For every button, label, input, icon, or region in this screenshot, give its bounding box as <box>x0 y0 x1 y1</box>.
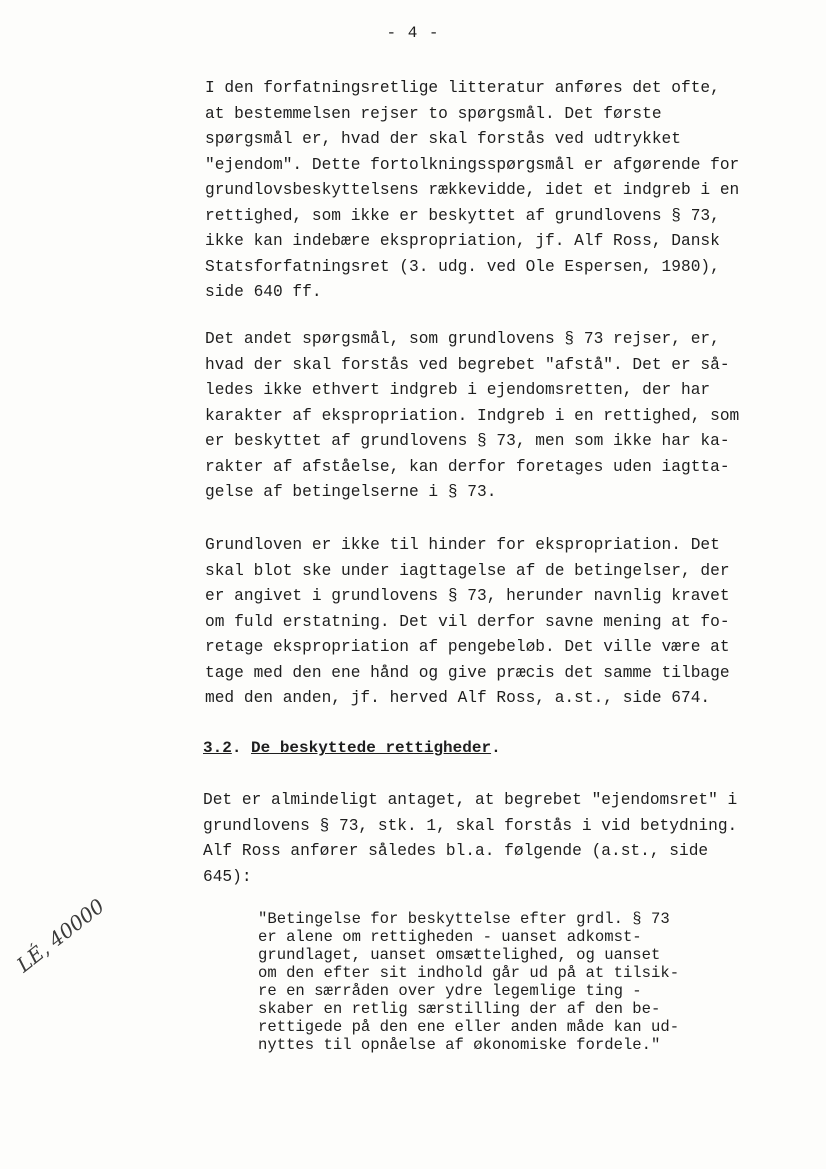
text-line: side 640 ff. <box>205 283 322 301</box>
text-line: rakter af afståelse, kan derfor foretages uden iagtta- <box>205 457 730 476</box>
text-line: gelse af betingelserne i § 73. <box>205 483 497 501</box>
text-line: Alf Ross anfører således bl.a. følgende (a.st., side <box>203 842 709 860</box>
text-line: er beskyttet af grundlovens § 73, men som ikke har ka- <box>205 432 730 450</box>
text-line: "ejendom". Dette fortolkningsspørgsmål er afgørende for <box>205 155 740 174</box>
quote-line: rettigede på den ene eller anden måde kan ud- <box>258 1018 680 1036</box>
text-line: Det andet spørgsmål, som grundlovens § 73 rejser, er, <box>205 330 720 348</box>
quote-line: "Betingelse for beskyttelse efter grdl. § 73 <box>258 910 670 928</box>
text-line: Det er almindeligt antaget, at begrebet "ejendomsret" i <box>203 791 738 809</box>
text-line: ikke kan indebære ekspropriation, jf. Alf Ross, Dansk <box>205 232 720 250</box>
quote-line: skaber en retlig særstilling der af den be- <box>258 1000 661 1018</box>
text-line: Grundloven er ikke til hinder for ekspropriation. Det <box>205 536 720 554</box>
text-line: spørgsmål er, hvad der skal forstås ved udtrykket <box>205 130 681 148</box>
quote-line: grundlaget, uanset omsættelighed, og uanset <box>258 946 661 964</box>
paragraph-4 <box>203 788 783 890</box>
section-heading: 3.2. De beskyttede rettigheder. <box>203 739 501 757</box>
section-title: De beskyttede rettigheder <box>251 739 492 757</box>
text-line: grundlovsbeskyttelsens rækkevidde, idet et indgreb i en <box>205 181 740 199</box>
block-quote <box>258 910 738 1054</box>
quote-line: re en særråden over ydre legemlige ting - <box>258 982 642 1000</box>
text-line: rettighed, som ikke er beskyttet af grundlovens § 73, <box>205 206 720 225</box>
text-line: hvad der skal forstås ved begrebet "afstå". Det er så- <box>205 355 730 374</box>
text-line: 645): <box>203 867 252 886</box>
paragraph-1 <box>205 76 785 306</box>
paragraph-3 <box>205 533 785 712</box>
paragraph-2 <box>205 327 785 506</box>
text-line: tage med den ene hånd og give præcis det samme tilbage <box>205 663 730 682</box>
page-number: - 4 - <box>386 24 440 42</box>
text-line: om fuld erstatning. Det vil derfor savne mening at fo- <box>205 612 730 631</box>
text-line: Statsforfatningsret (3. udg. ved Ole Espersen, 1980), <box>205 257 720 276</box>
quote-line: nyttes til opnåelse af økonomiske fordele." <box>258 1036 661 1054</box>
text-line: skal blot ske under iagttagelse af de betingelser, der <box>205 561 730 580</box>
quote-line: om den efter sit indhold går ud på at tilsik- <box>258 964 680 982</box>
text-line: grundlovens § 73, stk. 1, skal forstås i vid betydning. <box>203 816 738 835</box>
quote-line: er alene om rettigheden - uanset adkomst- <box>258 928 642 946</box>
text-line: med den anden, jf. herved Alf Ross, a.st., side 674. <box>205 689 711 707</box>
text-line: ledes ikke ethvert indgreb i ejendomsretten, der har <box>205 381 711 399</box>
section-number: 3.2 <box>203 739 232 757</box>
text-line: retage ekspropriation af pengebeløb. Det ville være at <box>205 638 730 656</box>
text-line: I den forfatningsretlige litteratur anføres det ofte, <box>205 79 720 97</box>
text-line: er angivet i grundlovens § 73, herunder navnlig kravet <box>205 587 730 605</box>
text-line: at bestemmelsen rejser to spørgsmål. Det første <box>205 104 662 123</box>
text-line: karakter af ekspropriation. Indgreb i en rettighed, som <box>205 406 740 425</box>
handwritten-note: LÉ, 40000 <box>12 893 109 977</box>
